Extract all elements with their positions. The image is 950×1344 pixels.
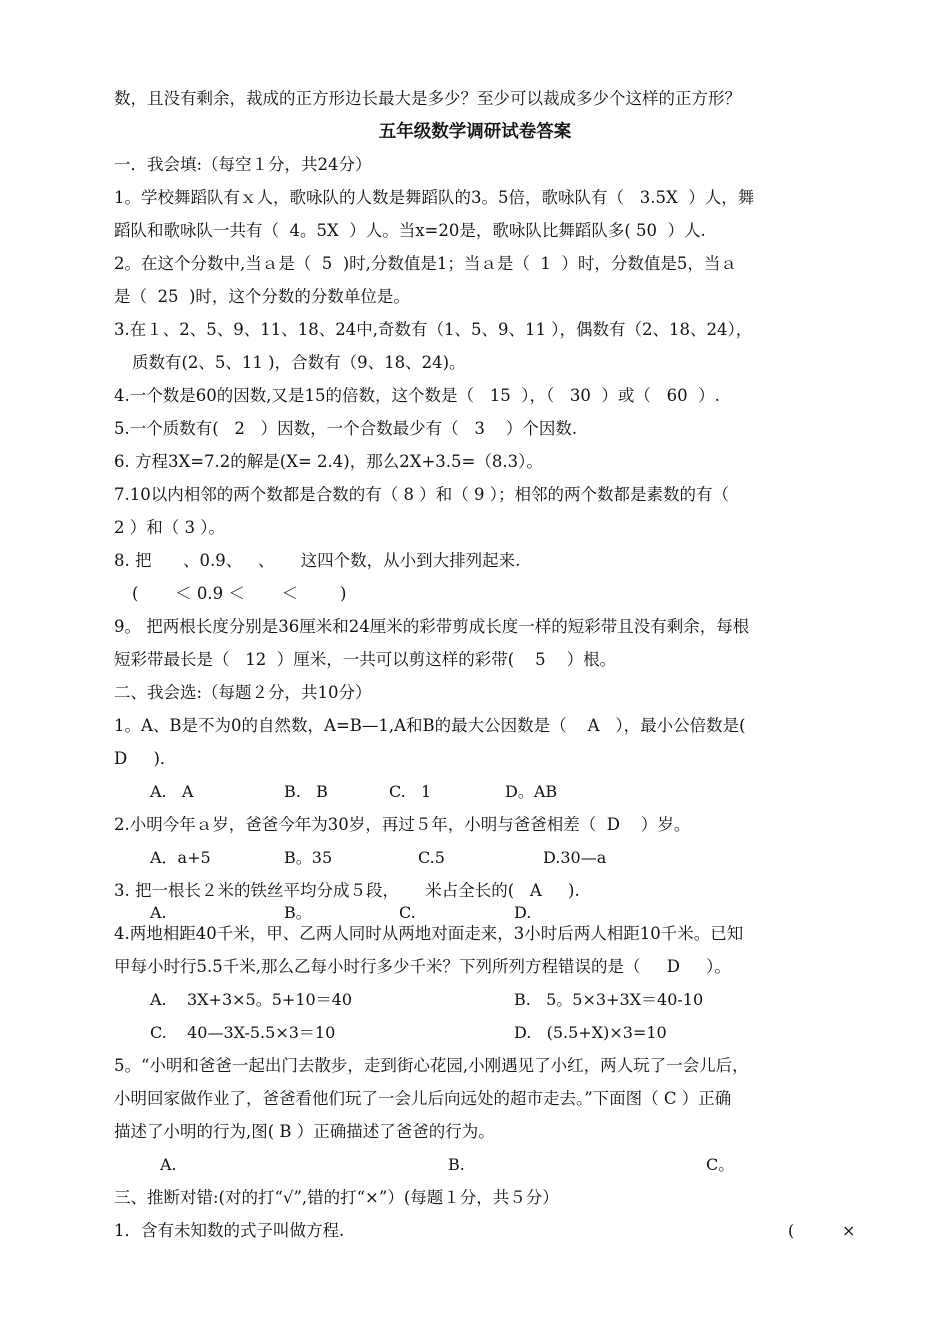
s2-q5-option-b: B. bbox=[448, 1155, 465, 1174]
s2-q5-line3: 描述了小明的行为,图( B ）正确描述了爸爸的行为。 bbox=[114, 1122, 495, 1141]
s2-q3: 3. 把一根长２米的铁丝平均分成５段， 米占全长的( A ). bbox=[114, 881, 580, 900]
s2-q1-option-a: A. A bbox=[150, 782, 194, 801]
s2-q2-option-c: C.5 bbox=[418, 848, 445, 867]
s2-q5-option-c: C。 bbox=[706, 1155, 735, 1174]
s2-q1-line2: D )． bbox=[114, 749, 177, 768]
s1-q9-line1: 9。 把两根长度分别是36厘米和24厘米的彩带剪成长度一样的短彩带且没有剩余，每根 bbox=[114, 617, 750, 636]
page-title: 五年级数学调研试卷答案 bbox=[378, 122, 572, 142]
previous-question-tail: 数，且没有剩余，裁成的正方形边长最大是多少？至少可以裁成多少个这样的正方形？ bbox=[114, 89, 741, 108]
s2-q5-option-a: A. bbox=[160, 1155, 177, 1174]
s2-q5-line1: 5。“小明和爸爸一起出门去散步，走到街心花园,小刚遇见了小红，两人玩了一会儿后， bbox=[114, 1056, 749, 1075]
s1-q9-line2: 短彩带最长是（ 12 ）厘米，一共可以剪这样的彩带( 5 ）根。 bbox=[114, 650, 617, 669]
s2-q4-option-c: C. 40—3X-5.5×3＝10 bbox=[150, 1023, 336, 1042]
s3-q1: 1．含有未知数的式子叫做方程. bbox=[114, 1221, 345, 1240]
s1-q4: 4.一个数是60的因数,又是15的倍数，这个数是（ 15 ），（ 30 ）或（ 60 ）. bbox=[114, 386, 720, 405]
s1-q1-line2: 蹈队和歌咏队一共有（ 4。5X ）人。当x=20是，歌咏队比舞蹈队多( 50 ）人. bbox=[114, 221, 706, 240]
s1-q8-line2: ( ＜ 0.9 ＜ ＜ ) bbox=[132, 584, 347, 603]
s2-q5-line2: 小明回家做作业了，爸爸看他们玩了一会儿后向远处的超市走去。”下面图（ C ）正确 bbox=[114, 1089, 732, 1108]
s2-q4-option-b: B. 5。5×3+3X＝40-10 bbox=[514, 990, 704, 1009]
s1-q7-line2: 2 ）和（ 3 ）。 bbox=[114, 518, 225, 537]
s1-q5: 5.一个质数有( 2 ）因数，一个合数最少有（ 3 ）个因数. bbox=[114, 419, 578, 438]
section3-heading: 三、推断对错:(对的打“√”,错的打“×”）(每题１分，共５分） bbox=[114, 1188, 559, 1207]
section2-heading: 二、我会选:（每题２分，共10分） bbox=[114, 683, 372, 702]
s1-q6: 6. 方程3X=7.2的解是(X= 2.4)，那么2X+3.5=（8.3）。 bbox=[114, 452, 543, 471]
section1-heading: 一．我会填:（每空１分，共24分） bbox=[114, 155, 372, 174]
s1-q3-line1: 3.在１、2、5、9、11、18、24中,奇数有（1、5、9、11 ），偶数有（2、18、24）， bbox=[114, 320, 753, 339]
s2-q4-line2: 甲每小时行5.5千米,那么乙每小时行多少千米？下列所列方程错误的是（ D ）。 bbox=[114, 957, 731, 976]
s2-q3-option-b: B。 bbox=[284, 903, 312, 922]
s3-q1-paren: ( bbox=[788, 1221, 795, 1240]
s2-q1-option-d: D。AB bbox=[505, 782, 558, 801]
s2-q3-option-d: D. bbox=[514, 903, 532, 922]
s2-q1-line1: 1。A、B是不为0的自然数，A=B—1,A和B的最大公因数是（ A ），最小公倍数是( bbox=[114, 716, 746, 735]
s1-q1-line1: 1。学校舞蹈队有ｘ人，歌咏队的人数是舞蹈队的3。5倍，歌咏队有（ 3.5X ）人，舞 bbox=[114, 188, 755, 207]
s2-q1-option-b: B. B bbox=[284, 782, 328, 801]
s1-q2-line2: 是（ 25 )时，这个分数的分数单位是。 bbox=[114, 287, 410, 306]
s2-q2-option-d: D.30—a bbox=[543, 848, 607, 867]
s1-q3-line2: 质数有(2、5、11 )，合数有（9、18、24)。 bbox=[132, 353, 466, 372]
s2-q4-option-d: D. (5.5+X)×3=10 bbox=[514, 1023, 667, 1042]
s2-q2-option-b: B。35 bbox=[284, 848, 333, 867]
s2-q2: 2.小明今年ａ岁，爸爸今年为30岁，再过５年，小明与爸爸相差（ D ）岁。 bbox=[114, 815, 691, 834]
s2-q3-option-c: C. bbox=[399, 903, 416, 922]
s2-q4-option-a: A. 3X+3×5。5+10＝40 bbox=[150, 990, 353, 1009]
s1-q2-line1: 2。在这个分数中,当ａ是（ 5 )时,分数值是1；当ａ是（ 1 ）时，分数值是5，当ａ bbox=[114, 254, 737, 273]
s3-q1-answer: × bbox=[842, 1221, 856, 1240]
s2-q2-option-a: A．a+5 bbox=[150, 848, 211, 867]
s2-q3-option-a: A. bbox=[150, 903, 167, 922]
s2-q4-line1: 4.两地相距40千米，甲、乙两人同时从两地对面走来，3小时后两人相距10千米。已知 bbox=[114, 924, 744, 943]
s2-q1-option-c: C. 1 bbox=[389, 782, 432, 801]
s1-q8-line1: 8. 把 、0.9、 、 这四个数，从小到大排列起来. bbox=[114, 551, 521, 570]
s1-q7-line1: 7.10以内相邻的两个数都是合数的有（ 8 ）和（ 9 ）；相邻的两个数都是素数的有（ bbox=[114, 485, 729, 504]
